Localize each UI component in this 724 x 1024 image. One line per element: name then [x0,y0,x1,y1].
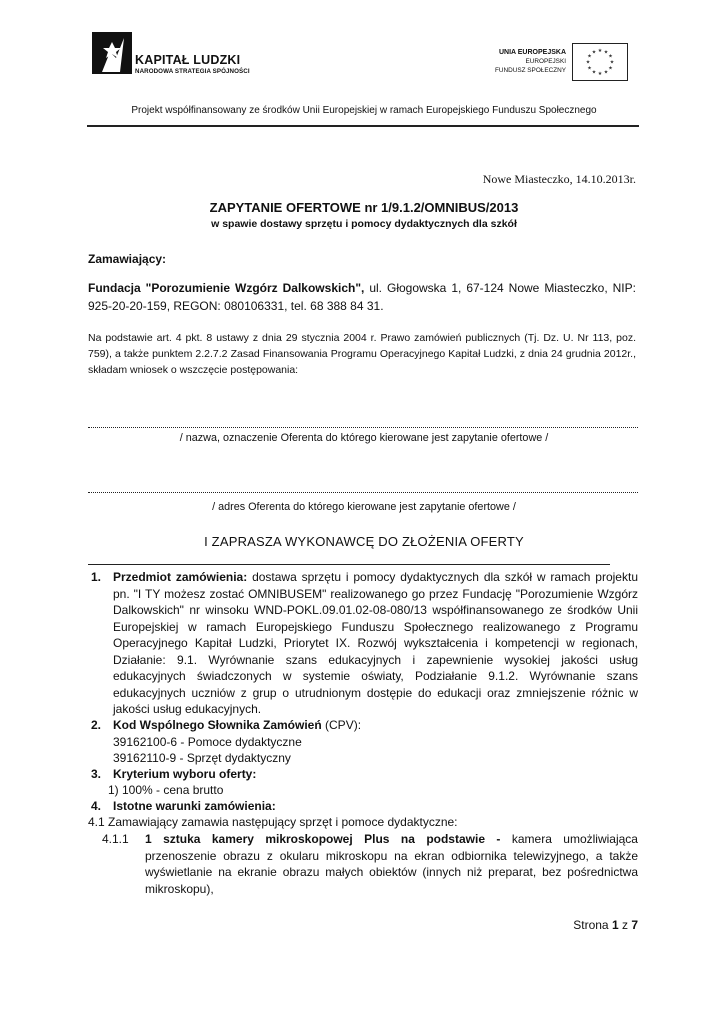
svg-text:★: ★ [608,65,613,72]
eu-line-1: UNIA EUROPEJSKA [498,49,566,56]
section-3-criterion: 1) 100% - cena brutto [108,783,224,797]
svg-text:★: ★ [597,48,603,54]
kapital-ludzki-emblem-icon [90,28,136,78]
svg-text:★: ★ [608,53,613,60]
section-4-1-1-number: 4.1.1 [102,832,129,846]
page-number [540,918,638,932]
svg-text:★: ★ [585,59,591,66]
cofinancing-note: Projekt współfinansowany ze środków Unii Europejskiej w ramach Europejskiego Funduszu Społecznego [131,105,597,116]
svg-text:★: ★ [603,69,609,76]
section-4-1-1-label: 1 sztuka kamery mikroskopowej Plus na podstawie - [145,832,501,846]
section-1-text: dostawa sprzętu i pomocy dydaktycznych dla szkół w ramach projektu pn. "I TY możesz zostać OMNIBUSEM" realizowanego go przez Fundację "Porozumienie Wzgórz Dalkowskich" nr winsoku WND-POKL.09.01.02-08-080/13 współfinansowanego ze środków Unii Europejskiej w ramach Europejskiego Funduszu Społecznego realizowanego z Programu Operacyjnego Kapitał Ludzki, Priorytet IX. Rozwój wykształcenia i kompetencji w regionach, Działanie: 9.1. Wyrównanie szans edukacyjnych i zapewnienie wysokiej jakości usług edukacyjnych świadczonych w systemie oświaty, Podziałanie 9.1.2. Wyrównanie szans edukacyjnych uczniów z grup o utrudnionym dostępie do edukacji oraz zmniejszenie różnic w jakości usług edukacyjnych. [113,570,638,716]
eu-flag-icon [572,43,628,81]
svg-text:★: ★ [597,71,603,77]
orderer-label: Zamawiający: [88,252,167,266]
legal-basis: Na podstawie art. 4 pkt. 8 ustawy z dnia 29 stycznia 2004 r. Prawo zamówień publicznych (Tj. Dz. U. Nr 113, poz. 759), a także punktem 2.2.7.2 Zasad Finansowania Programu Operacyjnego Kapitał Ludzki, z dnia 24 grudnia 2012r., składam wniosek o wszczęcie postępowania: [88,332,636,376]
svg-text:★: ★ [603,49,609,56]
section-4-1: 4.1 Zamawiający zamawia następujący sprzęt i pomoce dydaktyczne: [88,815,458,829]
recipient-address-caption: / adres Oferenta do którego kierowane jest zapytanie ofertowe / [212,501,516,513]
eu-line-2: EUROPEJSKI [525,58,566,66]
page-prefix: Strona [573,918,612,932]
orderer-name: Fundacja "Porozumienie Wzgórz Dalkowskich", [88,281,365,295]
svg-text:★: ★ [609,59,615,66]
place-date: Nowe Miasteczko, 14.10.2013r. [482,172,636,186]
page-separator: z [618,918,632,932]
recipient-name-line [88,427,638,428]
eu-line-3: FUNDUSZ SPOŁECZNY [494,67,566,75]
section-4-1-1-text: kamera umożliwiająca przenoszenie obrazu z okularu mikroskopu na ekran odbiornika telewizyjnego, a także wyświetlanie na ekranie obrazu małych obiektów (innych niż preparat, bez pośrednictwa mikroskopu), [145,832,638,896]
section-4-label: Istotne warunki zamówienia: [113,799,276,813]
program-logo-title: KAPITAŁ LUDZKI [135,53,241,67]
section-1-number: 1. [91,570,102,584]
section-1 [113,569,638,718]
section-4-1-1 [145,831,638,897]
program-logo-subtitle: NARODOWA STRATEGIA SPÓJNOŚCI [135,68,250,75]
invite-heading: I ZAPRASZA WYKONAWCĘ DO ZŁOŻENIA OFERTY [204,534,524,549]
section-2 [113,717,633,767]
section-2-label: Kod Wspólnego Słownika Zamówień [113,718,322,732]
invite-divider [88,564,610,565]
svg-text:★: ★ [587,65,592,72]
orderer-address: ul. Głogowska 1, 67-124 Nowe Miasteczko, NIP: 925-20-20-159, REGON: 080106331, tel. 68 388 84 31. [88,281,636,313]
cpv-code-2: 39162110-9 - Sprzęt dydaktyczny [113,751,291,765]
recipient-name-caption: / nazwa, oznaczenie Oferenta do którego kierowane jest zapytanie ofertowe / [179,432,549,444]
section-4-number: 4. [91,799,102,813]
document-title: ZAPYTANIE OFERTOWE nr 1/9.1.2/OMNIBUS/2013 [209,200,519,215]
orderer-details [88,279,636,315]
svg-text:★: ★ [591,69,597,76]
section-2-suffix: (CPV): [321,718,362,732]
cpv-code-1: 39162100-6 - Pomoce dydaktyczne [113,734,302,749]
header-divider [87,125,639,127]
section-3-number: 3. [91,767,102,781]
eu-logo-text [470,48,566,76]
document-subtitle: w spawie dostawy sprzętu i pomocy dydaktycznych dla szkół [211,218,517,230]
page-current: 1 [611,918,619,932]
recipient-address-line [88,492,638,493]
section-1-label: Przedmiot zamówienia: [113,570,248,584]
svg-text:★: ★ [587,53,592,60]
section-2-number: 2. [91,718,102,732]
page-total: 7 [631,918,638,932]
section-3-label: Kryterium wyboru oferty: [113,767,257,781]
svg-text:★: ★ [591,49,597,56]
